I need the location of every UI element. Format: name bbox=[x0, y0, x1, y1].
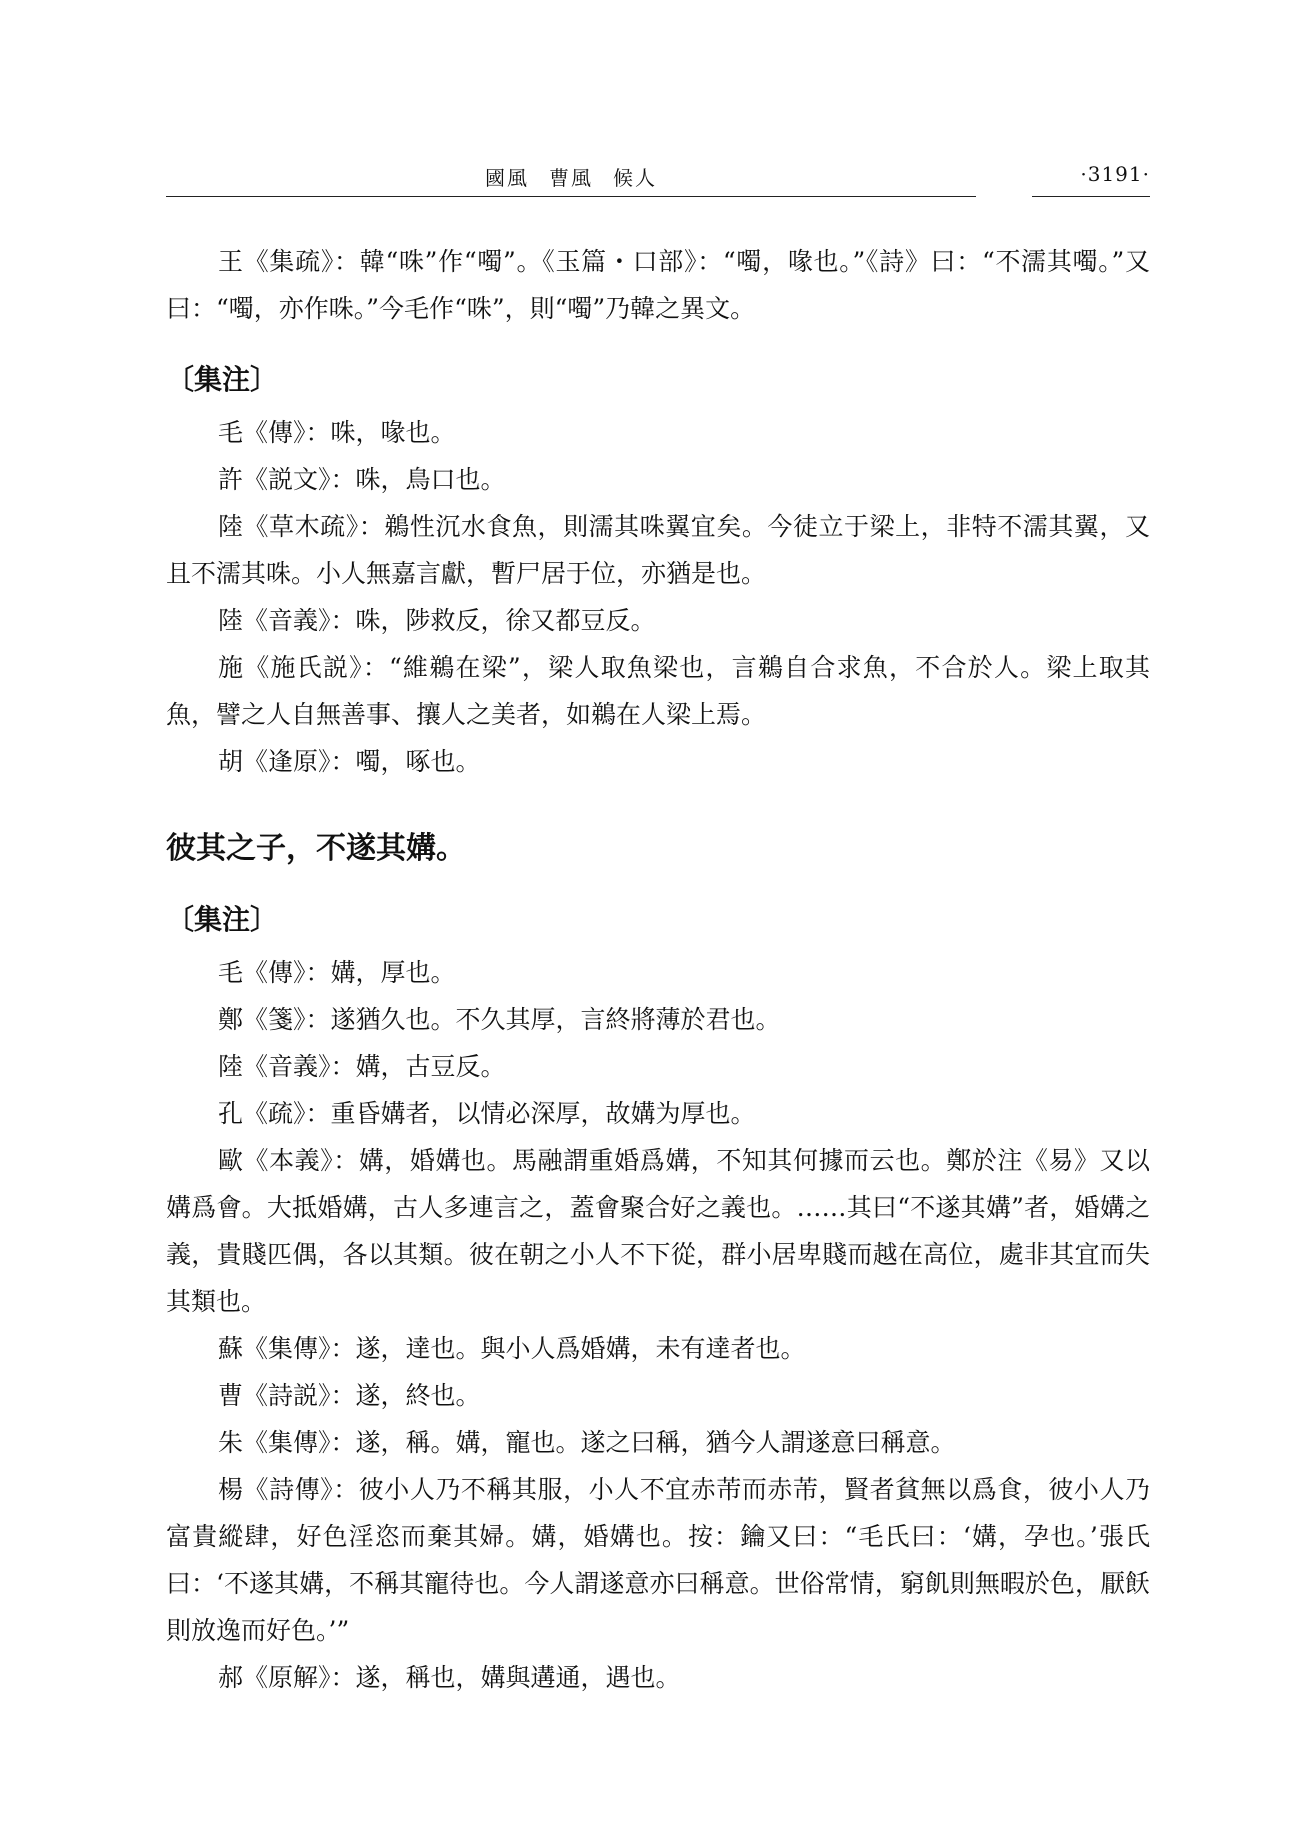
page-body bbox=[166, 238, 1150, 1701]
commentary-paragraph: 陸《音義》：咮，陟救反，徐又都豆反。 bbox=[218, 606, 656, 635]
commentary-paragraph: 歐《本義》：媾，婚媾也。馬融謂重婚爲媾，不知其何據而云也。鄭於注《易》又以媾爲會。大抵婚媾，古人多連言之，蓋會聚合好之義也。……其曰“不遂其媾”者，婚媾之義，貴賤匹偶，各以其類。彼在朝之小人不下從，群小居卑賤而越在高位，處非其宜而失其類也。 bbox=[166, 1146, 1150, 1316]
commentary-paragraph: 鄭《箋》：遂猶久也。不久其厚，言終將薄於君也。 bbox=[218, 1005, 781, 1034]
header-title-part: 候人 bbox=[613, 166, 657, 190]
commentary-paragraph: 郝《原解》：遂，稱也，媾與遘通，遇也。 bbox=[218, 1663, 681, 1692]
verse-line: 彼其之子，不遂其媾。 bbox=[166, 831, 466, 866]
commentary-paragraph: 毛《傳》：媾，厚也。 bbox=[218, 958, 456, 987]
commentary-paragraph: 蘇《集傳》：遂，達也。與小人爲婚媾，未有達者也。 bbox=[218, 1334, 806, 1363]
commentary-paragraph: 陸《音義》：媾，古豆反。 bbox=[218, 1052, 506, 1081]
commentary-paragraph: 楊《詩傳》：彼小人乃不稱其服，小人不宜赤芾而赤芾，賢者貧無以爲食，彼小人乃富貴縱肆，好色淫恣而棄其婦。媾，婚媾也。按：鑰又曰：“毛氏曰：‘媾，孕也。’張氏曰：‘不遂其媾，不稱其寵待也。今人謂遂意亦曰稱意。世俗常情，窮飢則無暇於色，厭飫則放逸而好色。’” bbox=[166, 1475, 1150, 1645]
page-number: ·3191· bbox=[1080, 162, 1150, 186]
commentary-paragraph: 毛《傳》：咮，喙也。 bbox=[218, 418, 456, 447]
commentary-paragraph: 胡《逢原》：噣，啄也。 bbox=[218, 747, 481, 776]
intro-paragraph: 王《集疏》：韓“咮”作“噣”。《玉篇・口部》：“噣，喙也。”《詩》曰：“不濡其噣。”又曰：“噣，亦作咮。”今毛作“咮”，則“噣”乃韓之異文。 bbox=[166, 247, 1150, 323]
running-header bbox=[166, 162, 1150, 198]
header-rule-short bbox=[1032, 196, 1150, 197]
header-title bbox=[166, 162, 976, 191]
commentary-paragraph: 許《説文》：咮，鳥口也。 bbox=[218, 465, 506, 494]
section-heading: 〔集注〕 bbox=[166, 363, 279, 396]
commentary-paragraph: 施《施氏説》：“維鵜在梁”，梁人取魚梁也，言鵜自合求魚，不合於人。梁上取其魚，譬之人自無善事、攘人之美者，如鵜在人梁上焉。 bbox=[166, 653, 1150, 729]
header-title-part: 國風 bbox=[485, 166, 529, 190]
header-title-part: 曹風 bbox=[549, 166, 593, 190]
commentary-paragraph: 陸《草木疏》：鵜性沉水食魚，則濡其咮翼宜矣。今徒立于梁上，非特不濡其翼，又且不濡其咮。小人無嘉言獻，暫尸居于位，亦猶是也。 bbox=[166, 512, 1150, 588]
header-rule bbox=[166, 196, 976, 197]
commentary-paragraph: 孔《疏》：重昏媾者，以情必深厚，故媾为厚也。 bbox=[218, 1099, 756, 1128]
section-heading: 〔集注〕 bbox=[166, 903, 279, 936]
commentary-paragraph: 曹《詩説》：遂，終也。 bbox=[218, 1381, 481, 1410]
commentary-paragraph: 朱《集傳》：遂，稱。媾，寵也。遂之曰稱，猶今人謂遂意曰稱意。 bbox=[218, 1428, 956, 1457]
